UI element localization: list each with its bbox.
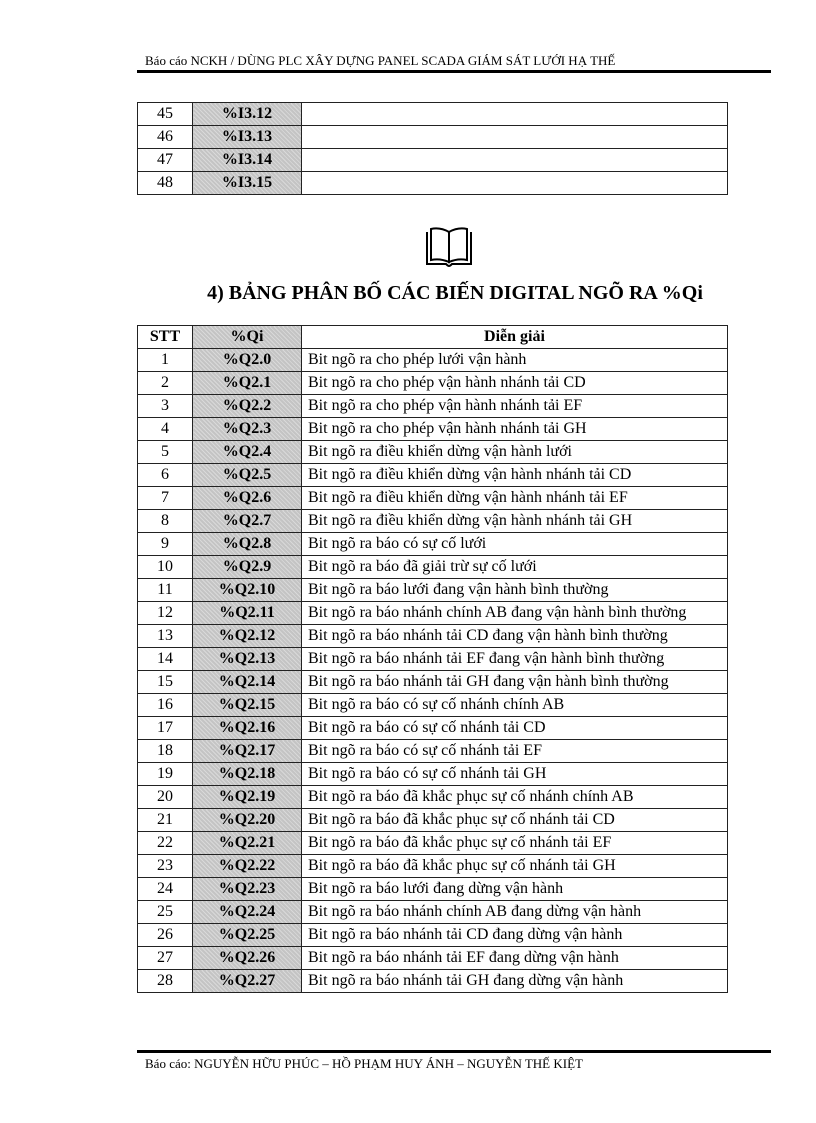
row-variable: %I3.13 xyxy=(193,126,302,149)
row-variable: %Q2.23 xyxy=(193,878,302,901)
row-variable: %Q2.16 xyxy=(193,717,302,740)
table-row xyxy=(138,648,728,671)
table-row xyxy=(138,970,728,993)
row-variable: %Q2.12 xyxy=(193,625,302,648)
row-variable: %Q2.7 xyxy=(193,510,302,533)
row-variable: %Q2.1 xyxy=(193,372,302,395)
row-description: Bit ngõ ra điều khiển dừng vận hành nhánh tải EF xyxy=(302,487,728,510)
row-description: Bit ngõ ra báo nhánh chính AB đang dừng vận hành xyxy=(302,901,728,924)
page-footer: Báo cáo: NGUYỄN HỮU PHÚC – HỒ PHẠM HUY ÁNH – NGUYỄN THẾ KIỆT xyxy=(145,1056,583,1071)
row-variable: %Q2.21 xyxy=(193,832,302,855)
row-variable: %Q2.9 xyxy=(193,556,302,579)
row-description xyxy=(302,149,728,172)
row-variable: %Q2.11 xyxy=(193,602,302,625)
row-description: Bit ngõ ra điều khiển dừng vận hành lưới xyxy=(302,441,728,464)
row-variable: %I3.14 xyxy=(193,149,302,172)
row-variable: %I3.12 xyxy=(193,103,302,126)
row-stt: 5 xyxy=(138,441,193,464)
row-description: Bit ngõ ra báo nhánh chính AB đang vận hành bình thường xyxy=(302,602,728,625)
row-stt: 16 xyxy=(138,694,193,717)
table-row xyxy=(138,172,728,195)
row-stt: 1 xyxy=(138,349,193,372)
row-stt: 48 xyxy=(138,172,193,195)
row-variable: %Q2.27 xyxy=(193,970,302,993)
table-row xyxy=(138,855,728,878)
row-stt: 27 xyxy=(138,947,193,970)
row-variable: %Q2.2 xyxy=(193,395,302,418)
row-description: Bit ngõ ra cho phép vận hành nhánh tải EF xyxy=(302,395,728,418)
row-stt: 20 xyxy=(138,786,193,809)
table-row xyxy=(138,924,728,947)
row-stt: 25 xyxy=(138,901,193,924)
footer-rule xyxy=(137,1050,771,1053)
row-description: Bit ngõ ra báo nhánh tải CD đang vận hành bình thường xyxy=(302,625,728,648)
row-stt: 6 xyxy=(138,464,193,487)
table-row xyxy=(138,464,728,487)
header-desc: Diễn giải xyxy=(302,326,728,349)
table-row xyxy=(138,786,728,809)
row-description: Bit ngõ ra báo nhánh tải EF đang dừng vận hành xyxy=(302,947,728,970)
row-description: Bit ngõ ra báo nhánh tải EF đang vận hành bình thường xyxy=(302,648,728,671)
book-icon xyxy=(424,226,474,270)
row-description: Bit ngõ ra cho phép vận hành nhánh tải GH xyxy=(302,418,728,441)
row-description: Bit ngõ ra báo đã giải trừ sự cố lưới xyxy=(302,556,728,579)
table-row xyxy=(138,694,728,717)
row-description: Bit ngõ ra báo nhánh tải GH đang vận hành bình thường xyxy=(302,671,728,694)
row-description: Bit ngõ ra báo đã khắc phục sự cố nhánh chính AB xyxy=(302,786,728,809)
row-variable: %Q2.17 xyxy=(193,740,302,763)
table-row xyxy=(138,149,728,172)
page-header: Báo cáo NCKH / DÙNG PLC XÂY DỰNG PANEL SCADA GIÁM SÁT LƯỚI HẠ THẾ xyxy=(145,53,616,68)
row-stt: 18 xyxy=(138,740,193,763)
row-stt: 47 xyxy=(138,149,193,172)
table-row xyxy=(138,487,728,510)
table-row xyxy=(138,349,728,372)
row-stt: 12 xyxy=(138,602,193,625)
row-description: Bit ngõ ra báo nhánh tải GH đang dừng vận hành xyxy=(302,970,728,993)
row-description: Bit ngõ ra điều khiển dừng vận hành nhánh tải CD xyxy=(302,464,728,487)
row-stt: 26 xyxy=(138,924,193,947)
header-stt: STT xyxy=(138,326,193,349)
table-row xyxy=(138,947,728,970)
row-description: Bit ngõ ra báo lưới đang vận hành bình thường xyxy=(302,579,728,602)
row-variable: %Q2.18 xyxy=(193,763,302,786)
row-stt: 24 xyxy=(138,878,193,901)
table-row xyxy=(138,126,728,149)
row-description: Bit ngõ ra báo có sự cố nhánh tải CD xyxy=(302,717,728,740)
row-stt: 11 xyxy=(138,579,193,602)
row-stt: 3 xyxy=(138,395,193,418)
row-stt: 46 xyxy=(138,126,193,149)
table-row xyxy=(138,395,728,418)
row-description: Bit ngõ ra báo đã khắc phục sự cố nhánh tải CD xyxy=(302,809,728,832)
header-var: %Qi xyxy=(193,326,302,349)
row-description: Bit ngõ ra cho phép lưới vận hành xyxy=(302,349,728,372)
row-stt: 14 xyxy=(138,648,193,671)
row-variable: %I3.15 xyxy=(193,172,302,195)
row-stt: 23 xyxy=(138,855,193,878)
row-variable: %Q2.5 xyxy=(193,464,302,487)
row-description: Bit ngõ ra báo lưới đang dừng vận hành xyxy=(302,878,728,901)
row-stt: 22 xyxy=(138,832,193,855)
table-row xyxy=(138,625,728,648)
row-stt: 45 xyxy=(138,103,193,126)
table-row xyxy=(138,832,728,855)
row-description xyxy=(302,126,728,149)
row-description: Bit ngõ ra điều khiển dừng vận hành nhánh tải GH xyxy=(302,510,728,533)
row-description xyxy=(302,172,728,195)
row-variable: %Q2.26 xyxy=(193,947,302,970)
row-stt: 13 xyxy=(138,625,193,648)
table-row xyxy=(138,556,728,579)
row-description: Bit ngõ ra báo có sự cố nhánh chính AB xyxy=(302,694,728,717)
table-header-row xyxy=(138,326,728,349)
section-title: 4) BẢNG PHÂN BỐ CÁC BIẾN DIGITAL NGÕ RA %Qi xyxy=(207,282,703,304)
row-description: Bit ngõ ra báo có sự cố nhánh tải EF xyxy=(302,740,728,763)
row-variable: %Q2.19 xyxy=(193,786,302,809)
table-row xyxy=(138,878,728,901)
row-variable: %Q2.4 xyxy=(193,441,302,464)
digital-output-table xyxy=(137,325,728,993)
row-variable: %Q2.24 xyxy=(193,901,302,924)
table-row xyxy=(138,740,728,763)
row-stt: 4 xyxy=(138,418,193,441)
row-stt: 2 xyxy=(138,372,193,395)
header-rule xyxy=(137,70,771,73)
row-variable: %Q2.25 xyxy=(193,924,302,947)
table-row xyxy=(138,533,728,556)
row-description: Bit ngõ ra báo nhánh tải CD đang dừng vận hành xyxy=(302,924,728,947)
row-stt: 17 xyxy=(138,717,193,740)
row-description: Bit ngõ ra báo đã khắc phục sự cố nhánh tải GH xyxy=(302,855,728,878)
row-description: Bit ngõ ra báo có sự cố nhánh tải GH xyxy=(302,763,728,786)
row-variable: %Q2.8 xyxy=(193,533,302,556)
row-description: Bit ngõ ra báo đã khắc phục sự cố nhánh tải EF xyxy=(302,832,728,855)
table-row xyxy=(138,103,728,126)
row-description xyxy=(302,103,728,126)
table-row xyxy=(138,763,728,786)
row-stt: 10 xyxy=(138,556,193,579)
row-variable: %Q2.10 xyxy=(193,579,302,602)
table-row xyxy=(138,809,728,832)
table-row xyxy=(138,671,728,694)
row-stt: 28 xyxy=(138,970,193,993)
row-variable: %Q2.22 xyxy=(193,855,302,878)
row-variable: %Q2.6 xyxy=(193,487,302,510)
table-row xyxy=(138,441,728,464)
table-row xyxy=(138,510,728,533)
row-variable: %Q2.14 xyxy=(193,671,302,694)
row-stt: 8 xyxy=(138,510,193,533)
row-variable: %Q2.3 xyxy=(193,418,302,441)
table-row xyxy=(138,418,728,441)
row-stt: 7 xyxy=(138,487,193,510)
row-stt: 19 xyxy=(138,763,193,786)
top-table xyxy=(137,102,728,195)
table-row xyxy=(138,372,728,395)
table-row xyxy=(138,579,728,602)
table-row xyxy=(138,901,728,924)
table-row xyxy=(138,717,728,740)
row-stt: 9 xyxy=(138,533,193,556)
row-description: Bit ngõ ra cho phép vận hành nhánh tải CD xyxy=(302,372,728,395)
row-description: Bit ngõ ra báo có sự cố lưới xyxy=(302,533,728,556)
row-stt: 21 xyxy=(138,809,193,832)
table-row xyxy=(138,602,728,625)
row-variable: %Q2.20 xyxy=(193,809,302,832)
row-variable: %Q2.13 xyxy=(193,648,302,671)
row-variable: %Q2.0 xyxy=(193,349,302,372)
row-variable: %Q2.15 xyxy=(193,694,302,717)
row-stt: 15 xyxy=(138,671,193,694)
